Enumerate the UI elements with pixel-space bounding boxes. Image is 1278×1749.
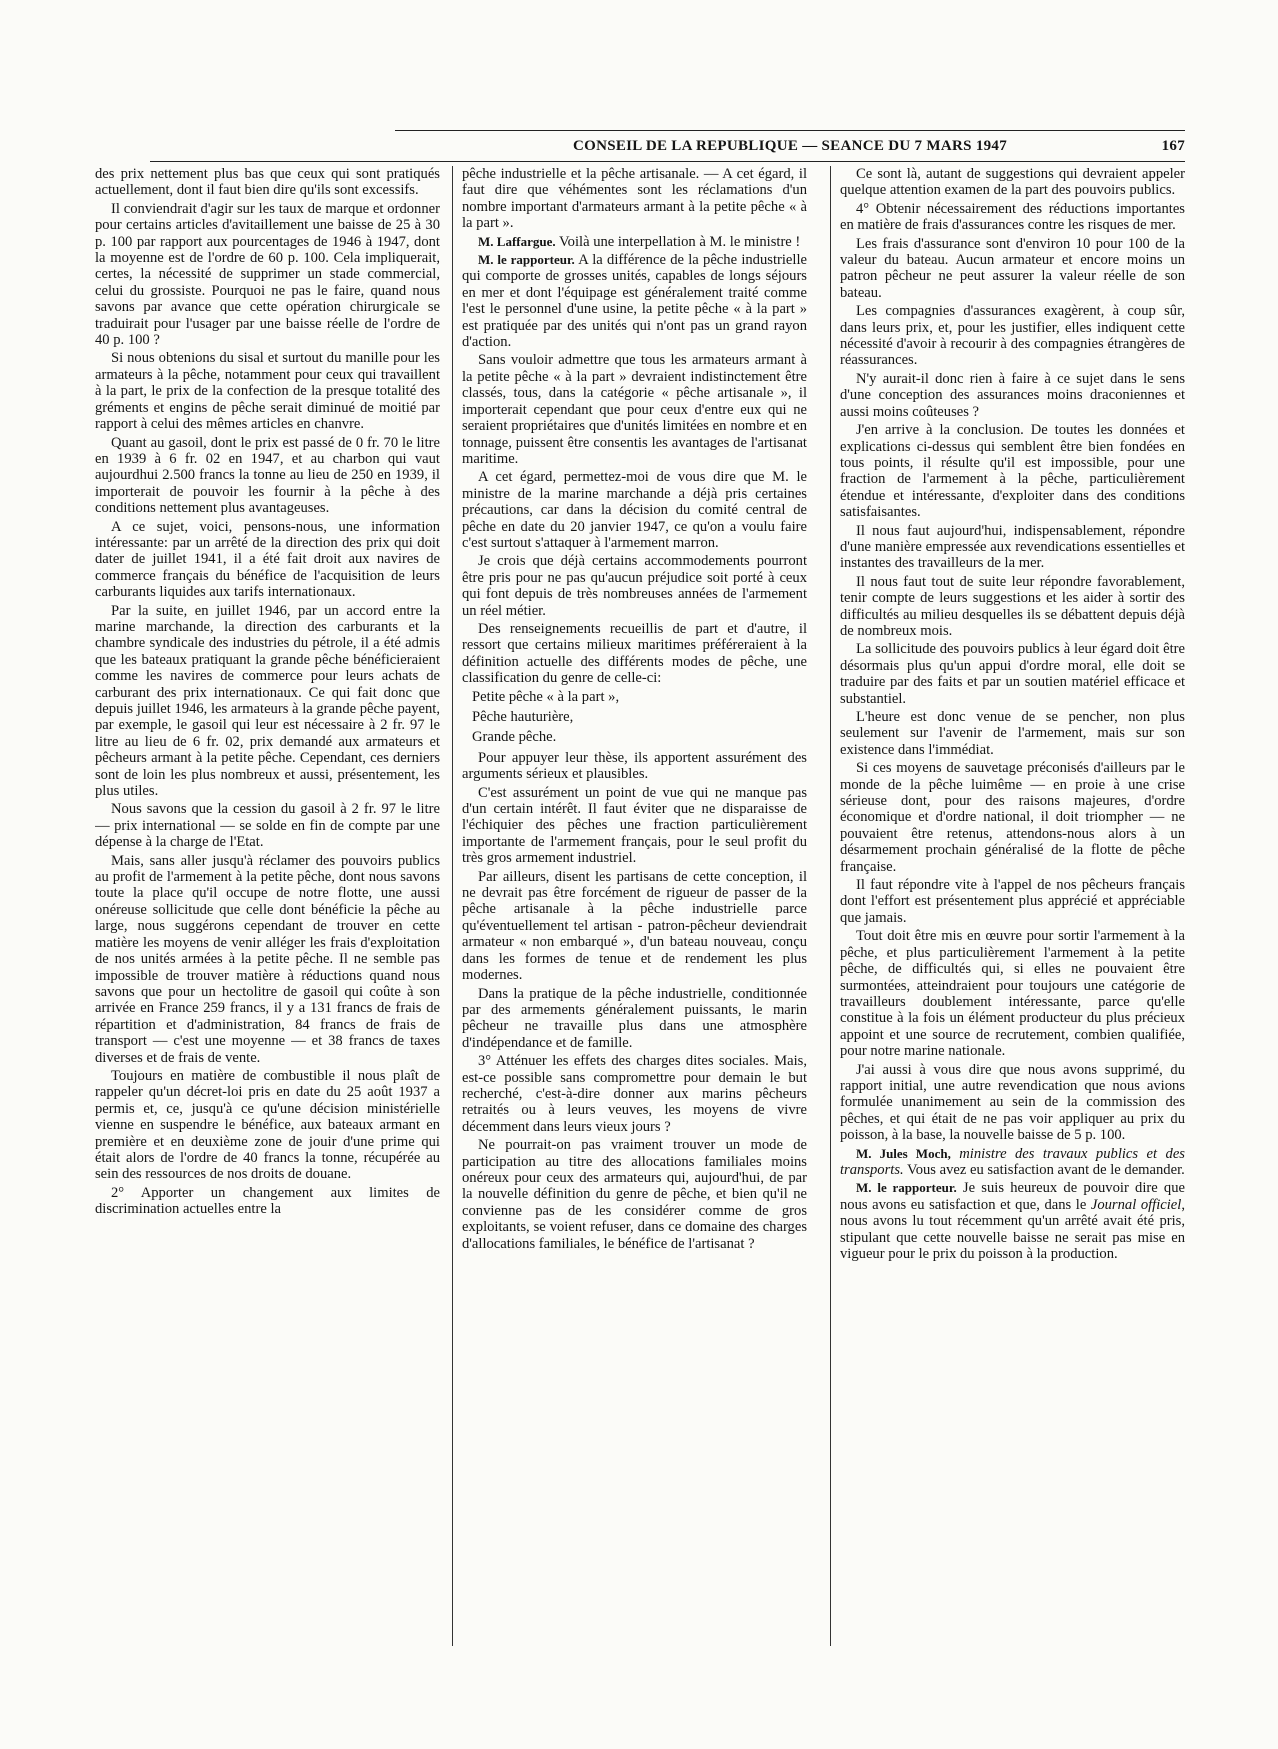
paragraph: Tout doit être mis en œuvre pour sortir l'armement à la pêche, et plus particulièrement l'armement à la petite pêche, de difficultés qui, si elles ne pouvaient être surmontées, atteindraient pour toujours une catégorie de travailleurs doublement intéressante, parce qu'elle constitue à la fois un élément producteur du plus précieux appoint et une source de recrutement, combien qualifiée, pour notre marine nationale. — [840, 928, 1185, 1060]
paragraph: Il nous faut tout de suite leur répondre favorablement, tenir compte de leurs suggestions et les aider à sortir des difficultés au milieu desquelles ils se débattent depuis déjà de nombreux mois. — [840, 573, 1185, 639]
paragraph: Si nous obtenions du sisal et surtout du manille pour les armateurs à la pêche, notamment pour ceux qui travaillent à la part, le prix de la confection de la presque totalité des gréments et engins de pêche serait diminué de moitié par rapport à celui des mêmes articles en chanvre. — [95, 350, 440, 433]
paragraph: Il conviendrait d'agir sur les taux de marque et ordonner pour certains articles d'avitaillement une baisse de 25 à 30 p. 100 par rapport aux pourcentages de 1946 à 1947, dont la moyenne est de l'ordre de 60 p. 100. Cela impliquerait, certes, la nécessité de supprimer un stade commercial, celui du grossiste. Pourquoi ne pas le faire, quand nous savons par avance que cette opération chirurgicale se traduirait pour l'usager par une baisse réelle de l'ordre de 40 p. 100 ? — [95, 200, 440, 349]
paragraph: Il faut répondre vite à l'appel de nos pêcheurs français dont l'effort est présentement plus apprécié et appréciable que jamais. — [840, 877, 1185, 926]
header-rule — [150, 161, 1185, 162]
paragraph: N'y aurait-il donc rien à faire à ce sujet dans le sens d'une conception des assurances moins draconiennes et aussi moins coûteuses ? — [840, 370, 1185, 420]
paragraph: A ce sujet, voici, pensons-nous, une information intéressante: par un arrêté de la direction des prix qui doit dater de juillet 1941, il a été fait droit aux navires de commerce français du bénéfice de l'acquisition de leurs carburants liquides aux tarifs internationaux. — [95, 518, 440, 601]
page-number: 167 — [1161, 138, 1185, 154]
paragraph: Toujours en matière de combustible il nous plaît de rappeler qu'un décret-loi pris en date du 25 août 1937 a permis et, ce, jusqu'à ce qu'une décision ministérielle vienne en suspendre le bénéfice, aux bateaux armant en première et en deuxième zone de jouir d'une prime qui était alors de l'ordre de 40 francs la tonne, récupérée au sein des ressources de nos droits de douane. — [95, 1067, 440, 1183]
paragraph: La sollicitude des pouvoirs publics à leur égard doit être désormais plus qu'un appui d'ordre moral, elle doit se traduire par des faits et par un soutien matériel efficace et substantiel. — [840, 641, 1185, 707]
column-divider — [452, 166, 453, 1646]
paragraph: A cet égard, permettez-moi de vous dire que M. le ministre de la marine marchande a déjà pris certaines précautions, car dans la décision du comité central de pêche en date du 20 janvier 1947, ce qu'on a voulu faire c'est surtout s'attaquer à l'armement marron. — [462, 469, 807, 551]
paragraph: J'en arrive à la conclusion. De toutes les données et explications ci-dessus qui semblent être bien fondées en tous points, il résulte qu'il est impossible, pour une fraction de l'armement à la pêche, particulièrement étendue et intéressante, d'exploiter dans des conditions satisfaisantes. — [840, 422, 1185, 521]
paragraph: Sans vouloir admettre que tous les armateurs armant à la petite pêche « à la part » devraient indistinctement être classés, tous, dans la catégorie « pêche artisanale », il importerait cependant que pour ceux d'entre eux qui ne seraient propriétaires que d'unités limitées en nombre et en tonnage, puissent être consentis les avantages de l'artisanat maritime. — [462, 352, 807, 467]
speech-paragraph — [840, 1180, 1185, 1262]
speech-paragraph — [462, 252, 807, 350]
paragraph: Des renseignements recueillis de part et d'autre, il ressort que certains milieux maritimes préféreraient à la définition actuelle des différents modes de pêche, une classification du genre de celle-ci: — [462, 620, 807, 687]
text-column-3 — [840, 166, 1185, 1646]
speaker-name: M. Jules Moch, — [856, 1145, 951, 1161]
paragraph: Ne pourrait-on pas vraiment trouver un mode de participation au titre des allocations familiales moins onéreux pour ceux des armateurs qui, aujourd'hui, de par la nouvelle définition du genre de pêche, et bien qu'il ne convienne pas de les considérer comme de gros exploitants, se voient refuser, dans ce domaine des charges d'allocations familiales, le bénéfice de l'artisanat ? — [462, 1137, 807, 1252]
paragraph: 4° Obtenir nécessairement des réductions importantes en matière de frais d'assurances contre les risques de mer. — [840, 200, 1185, 234]
speech-text: Voilà une interpellation à M. le ministre ! — [555, 233, 801, 250]
paragraph: L'heure est donc venue de se pencher, non plus seulement sur l'avenir de l'armement, mais sur son existence dans l'immédiat. — [840, 709, 1185, 758]
speech-text: A la différence de la pêche industrielle qui comporte de grosses unités, capables de longs séjours en mer et dont l'équipage est généralement traité comme l'est le personnel d'une usine, la petite pêche « à la part » est pratiquée par des unités qui n'ont pas un grand rayon d'action. — [462, 252, 807, 351]
paragraph: Les frais d'assurance sont d'environ 10 pour 100 de la valeur du bateau. Aucun armateur et encore moins un patron pêcheur ne peut assurer la valeur réelle de son bateau. — [840, 235, 1185, 301]
paragraph: 2° Apporter un changement aux limites de discrimination actuelles entre la — [95, 1184, 440, 1218]
paragraph: C'est assurément un point de vue qui ne manque pas d'un certain intérêt. Il faut éviter que ne disparaisse de l'échiquier des pêches une fraction particulièrement importante de l'armement français, pour le seul profit du très gros armement industriel. — [462, 784, 807, 867]
paragraph: Si ces moyens de sauvetage préconisés d'ailleurs par le monde de la pêche luimême — en proie à une crise sérieuse dont, pour des raisons majeures, d'ordre économique et d'ordre national, il doit triompher — ne pouvaient être retenus, attendons-nous alors à un désarmement prochain généralisé de la flotte de pêche française. — [840, 760, 1185, 875]
paragraph: Nous savons que la cession du gasoil à 2 fr. 97 le litre — prix international — se solde en fin de compte par une dépense à la charge de l'Etat. — [95, 801, 440, 851]
paragraph: Quant au gasoil, dont le prix est passé de 0 fr. 70 le litre en 1939 à 6 fr. 02 en 1947, et au charbon qui vaut aujourdhui 2.500 francs la tonne au lieu de 250 en 1939, il importerait de pouvoir les fournir à la pêche à des conditions nettement plus avantageuses. — [95, 434, 440, 517]
paragraph: Mais, sans aller jusqu'à réclamer des pouvoirs publics au profit de l'armement à la petite pêche, dont nous savons toute la place qu'il occupe de notre flotte, une aussi onéreuse sollicitude que celle dont bénéficie la pêche au large, nous suggérons cependant de trouver en cette matière les moyens de venir alléger les frais d'exploitation de nos unités armées à la petite pêche. Il ne semble pas impossible de trouver matière à réductions quand nous savons que pour un hectolitre de gasoil qui coûte à son arrivée en France 259 francs, il y a 131 francs de frais de répartition et d'administration, 84 francs de frais de transport — c'est une moyenne — et 38 francs de taxes diverses et de frais de vente. — [95, 852, 440, 1066]
paragraph: Je crois que déjà certains accommodements pourront être pris pour ne pas qu'aucun préjudice soit porté à ceux qui font depuis de très nombreuses années de l'armement un réel métier. — [462, 553, 807, 619]
paragraph: 3° Atténuer les effets des charges dites sociales. Mais, est-ce possible sans compromettre pour demain le but recherché, c'est-à-dire donner aux marins pêcheurs retraités ou à leurs veuves, les moyens de vivre décemment dans leurs vieux jours ? — [462, 1053, 807, 1135]
journal-title: Journal officiel — [1090, 1196, 1182, 1213]
speaker-name: M. le rapporteur. — [478, 252, 575, 268]
speech-text: Je suis heureux de pouvoir dire que nous avons eu satisfaction et que, dans le — [840, 1180, 1185, 1213]
speech-paragraph — [840, 1146, 1185, 1179]
text-column-2 — [462, 166, 807, 1646]
header-title: CONSEIL DE LA REPUBLIQUE — SEANCE DU 7 MARS 1947 — [572, 138, 1008, 154]
speech-paragraph — [462, 234, 807, 250]
speaker-title: ministre des travaux publics et des transports. — [840, 1145, 1185, 1178]
speaker-name: M. le rapporteur. — [856, 1180, 957, 1196]
paragraph: des prix nettement plus bas que ceux qui sont pratiqués actuellement, dont il faut bien dire qu'ils sont excessifs. — [95, 166, 440, 199]
speech-text: , nous avons lu tout récemment qu'un arrêté avait été pris, stipulant que cette nouvelle baisse ne serait pas mise en vigueur pour le prix du poisson à la production. — [840, 1196, 1185, 1262]
speech-text: Vous avez eu satisfaction avant de le demander. — [903, 1161, 1185, 1178]
speaker-name: M. Laffargue. — [478, 233, 556, 249]
paragraph: pêche industrielle et la pêche artisanale. — A cet égard, il faut dire que véhémentes sont les réclamations d'un nombre important d'armateurs armant à la petite pêche « à la part ». — [462, 166, 807, 232]
paragraph: Pour appuyer leur thèse, ils apportent assurément des arguments sérieux et plausibles. — [462, 749, 807, 783]
list-item: Grande pêche. — [472, 729, 557, 746]
paragraph: Ce sont là, autant de suggestions qui devraient appeler quelque attention examen de la part des pouvoirs publics. — [840, 166, 1185, 199]
list-item: Pêche hauturière, — [472, 709, 574, 725]
paragraph: Par ailleurs, disent les partisans de cette conception, il ne devrait pas être forcément de rigueur de passer de la pêche artisanale à la pêche industrielle parce qu'éventuellement tel artisan - patron-pêcheur deviendrait armateur « non embarqué », d'un bateau nouveau, conçu dans les formes de tenue et de rendement les plus modernes. — [462, 868, 807, 984]
paragraph: Dans la pratique de la pêche industrielle, conditionnée par des armements généralement puissants, le marin pêcheur ne travaille plus dans une atmosphère d'indépendance et de famille. — [462, 985, 807, 1051]
paragraph: Par la suite, en juillet 1946, par un accord entre la marine marchande, la direction des carburants et la chambre syndicale des industries du pétrole, il a été admis que les bateaux pratiquant la grande pêche bénéficieraient comme les navires de commerce pour leurs achats de carburant des prix internationaux. Ce qui fait donc que depuis juillet 1946, les armateurs à la grande pêche payent, par exemple, le gasoil qui leur est nécessaire à 2 fr. 97 le litre au lieu de 6 fr. 02, prix demandé aux armateurs et pêcheurs armant à la petite pêche. Cependant, ces derniers sont de loin les plus nombreux et aussi, présentement, les plus utiles. — [95, 602, 440, 800]
column-divider — [830, 166, 831, 1646]
paragraph: J'ai aussi à vous dire que nous avons supprimé, du rapport initial, une autre revendication que nous avions formulée unanimement au sein de la commission des pêches, et qui était de ne pas voir appliquer au prix du poisson, à la base, la nouvelle baisse de 5 p. 100. — [840, 1061, 1185, 1144]
list-item: Petite pêche « à la part », — [472, 688, 620, 705]
paragraph: Les compagnies d'assurances exagèrent, à coup sûr, dans leurs prix, et, pour les justifier, elles indiquent cette nécessité d'avoir à recourir à des compagnies étrangères de réassurances. — [840, 303, 1185, 369]
page-header — [395, 138, 1185, 160]
top-rule — [395, 130, 1185, 131]
paragraph: Il nous faut aujourd'hui, indispensablement, répondre d'une manière empressée aux revendications essentielles et instantes des travailleurs de la mer. — [840, 522, 1185, 572]
text-column-1 — [95, 166, 440, 1646]
